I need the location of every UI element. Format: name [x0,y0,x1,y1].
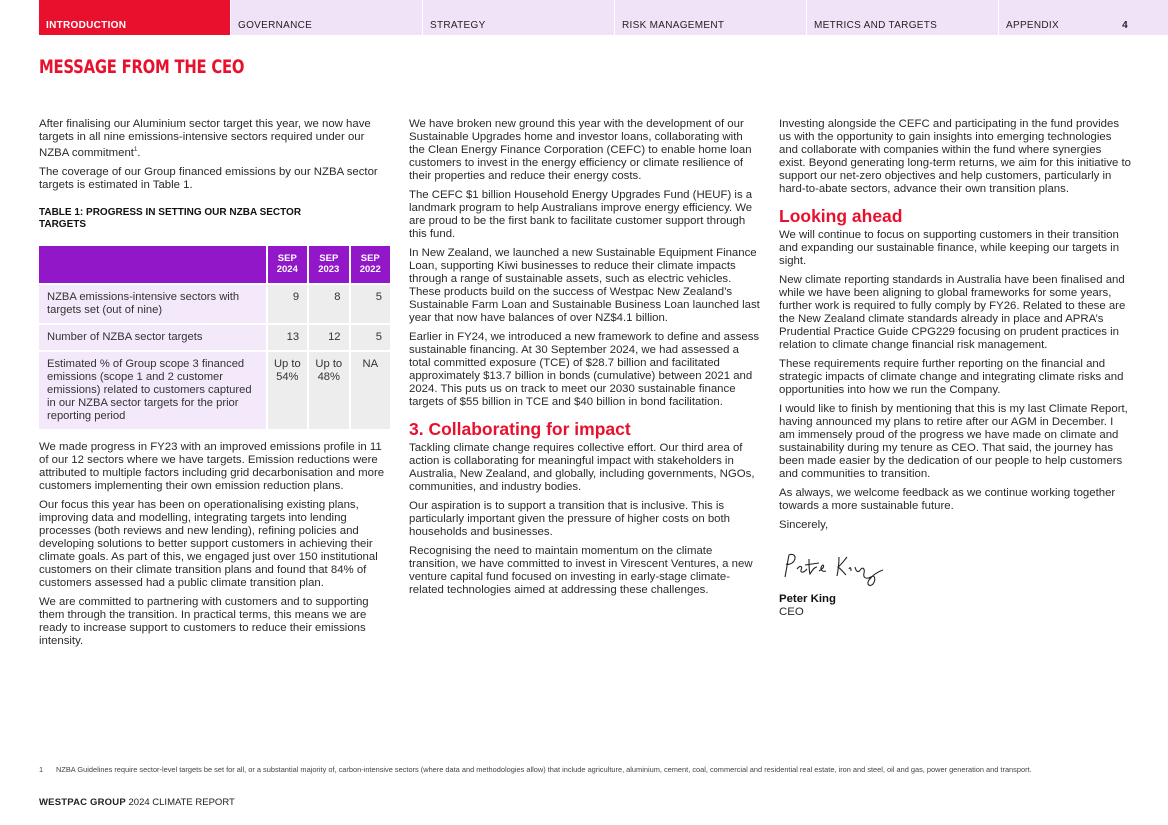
cell-value: 13 [266,323,307,350]
cell-value: Up to 54% [266,350,307,429]
footnote [39,765,1129,774]
tab-governance[interactable]: GOVERNANCE [231,0,422,35]
footer [39,797,235,808]
signatory-role: CEO [779,606,804,618]
page-title: MESSAGE FROM THE CEO [39,56,245,78]
paragraph: As always, we welcome feedback as we continue working together towards a more sustainable future. [779,487,1116,512]
cell-value: NA [349,350,390,429]
row-label: NZBA emissions-intensive sectors with targets set (out of nine) [39,283,266,323]
footnote-ref[interactable]: 1 [133,147,138,153]
footnote-number: 1 [39,765,44,774]
page-number: 4 [1122,20,1128,31]
tab-appendix-label: APPENDIX [1006,20,1059,31]
paragraph: Earlier in FY24, we introduced a new framework to define and assess sustainable financing. At 30 September 2024, we had assessed a total committed exposure (TCE) of $28.7 billion and facilitated approximately $13.7 billion in bonds (cumulative) between 2021 and 2024. This puts us on track to meet our 2030 sustainable finance targets of $55 billion in TCE and $40 billion in bond facilitation. [409,331,760,408]
signatory-name: Peter King [779,593,836,605]
row-label: Number of NZBA sector targets [39,323,266,350]
tab-risk-management[interactable]: RISK MANAGEMENT [615,0,806,35]
table-header-sep-2023: SEP 2023 [307,246,348,283]
paragraph: Investing alongside the CEFC and participating in the fund provides us with the opportunity to gain insights into emerging technologies and collaborate with companies within the fund where synergies exist. Beyond generating long-term returns, we aim for this initiative to support our net-zero objectives and help customers, particularly in hard-to-abate sectors, advance their own transition plans. [779,118,1132,195]
paragraph: I would like to finish by mentioning that this is my last Climate Report, having announced my plans to retire after our AGM in December. I am immensely proud of the progress we have made on climate and sustainability during my tenure as CEO. That said, the journey has been made easier by the dedication of our people to help customers and communities to transition. [779,403,1128,480]
signature-image [779,547,899,587]
paragraph: These requirements require further reporting on the financial and strategic impacts of climate change and integrating climate risks and opportunities into how we run the Company. [779,358,1124,396]
paragraph: We will continue to focus on supporting customers in their transition and expanding our sustainable finance, while keeping our targets in sight. [779,229,1120,267]
table-row [39,350,390,429]
top-navigation [39,0,1168,35]
sector-targets-table [39,246,390,429]
closing: Sincerely, [779,519,829,531]
section-heading: 3. Collaborating for impact [409,419,631,439]
paragraph: We are committed to partnering with customers and to supporting them through the transition. In practical terms, this means we are ready to increase support to customers to reduce their emissions intensity. [39,595,369,647]
cell-value: 9 [266,283,307,323]
cell-value: 8 [307,283,348,323]
column-2 [409,118,761,603]
footer-report: 2024 CLIMATE REPORT [128,797,235,808]
paragraph: The CEFC $1 billion Household Energy Upgrades Fund (HEUF) is a landmark program to help Australians improve energy efficiency. We are proud to be the first bank to facilitate customer support through this fund. [409,189,753,240]
paragraph: We have broken new ground this year with the development of our Sustainable Upgrades home and investor loans, collaborating with the Clean Energy Finance Corporation (CEFC) to enable home loan customers to invest in the energy efficiency or climate resilience of their properties and reduce their energy costs. [409,118,752,182]
paragraph: Recognising the need to maintain momentum on the climate transition, we have committed to invest in Virescent Ventures, a new venture capital fund focused on investing in early-stage climate-related technologies aimed at addressing these challenges. [409,545,753,596]
cell-value: Up to 48% [307,350,348,429]
table-caption: TABLE 1: PROGRESS IN SETTING OUR NZBA SECTOR TARGETS [39,206,302,230]
table-row [39,283,390,323]
paragraph: After finalising our Aluminium sector target this year, we now have targets in all nine emissions-intensive sectors required under our NZBA commitment$^1$. [39,118,371,159]
paragraph: Tackling climate change requires collective effort. Our third area of action is collaborating for meaningful impact with stakeholders in Australia, New Zealand, and globally, including governments, NGOs, communities, and industry bodies. [409,442,755,493]
section-heading: Looking ahead [779,206,903,226]
paragraph: New climate reporting standards in Australia have been finalised and while we have been aligning to global frameworks for some years, further work is required to fully comply by FY26. Related to these are the New Zealand climate standards already in place and APRA’s Prudential Practice Guide CPG229 focusing on prudent practices in relation to climate change financial risk management. [779,274,1126,351]
tab-strategy[interactable]: STRATEGY [423,0,614,35]
table-header-sep-2024: SEP 2024 [266,246,307,283]
table-row [39,323,390,350]
cell-value: 5 [349,323,390,350]
column-1 [39,118,391,654]
tab-metrics-and-targets[interactable]: METRICS AND TARGETS [807,0,998,35]
tab-introduction[interactable]: INTRODUCTION [39,0,230,35]
paragraph: Our focus this year has been on operationalising existing plans, improving data and modelling, integrating targets into lending processes (both reviews and new lending), refining policies and developing solutions to better support customers in achieving their climate goals. As part of this, we engaged just over 150 institutional customers on their climate transition plans and found that 84% of customers assessed had a public climate transition plan. [39,498,378,589]
tab-appendix[interactable] [999,0,1168,35]
cell-value: 12 [307,323,348,350]
footer-brand: WESTPAC GROUP [39,797,126,808]
paragraph: In New Zealand, we launched a new Sustainable Equipment Finance Loan, supporting Kiwi businesses to reduce their climate impacts through a range of sustainable assets, such as electric vehicles. These products build on the success of Westpac New Zealand’s Sustainable Farm Loan and Sustainable Business Loan launched last year that now have balances of over NZ$4.1 billion. [409,247,760,324]
table-header-sep-2022: SEP 2022 [349,246,390,283]
row-label: Estimated % of Group scope 3 financed emissions (scope 1 and 2 customer emissions) related to customers captured in our NZBA sector targets for the prior reporting period [39,350,266,429]
paragraph: We made progress in FY23 with an improved emissions profile in 11 of our 12 sectors where we have targets. Emission reductions were attributed to multiple factors including grid decarbonisation and more customers implementing their own emission reduction plans. [39,440,385,492]
column-3 [779,118,1131,619]
footnote-text: NZBA Guidelines require sector-level targets be set for all, or a substantial majority of, carbon-intensive sectors (where data and methodologies allow) that include agriculture, aluminium, cement, coal, commercial and residential real estate, iron and steel, oil and gas, power generation and transport. [56,765,1032,774]
signature [779,547,1131,587]
paragraph: The coverage of our Group financed emissions by our NZBA sector targets is estimated in Table 1. [39,165,378,191]
table-header-blank [39,246,266,283]
paragraph: Our aspiration is to support a transition that is inclusive. This is particularly important given the pressure of higher costs on both households and businesses. [409,500,731,538]
cell-value: 5 [349,283,390,323]
